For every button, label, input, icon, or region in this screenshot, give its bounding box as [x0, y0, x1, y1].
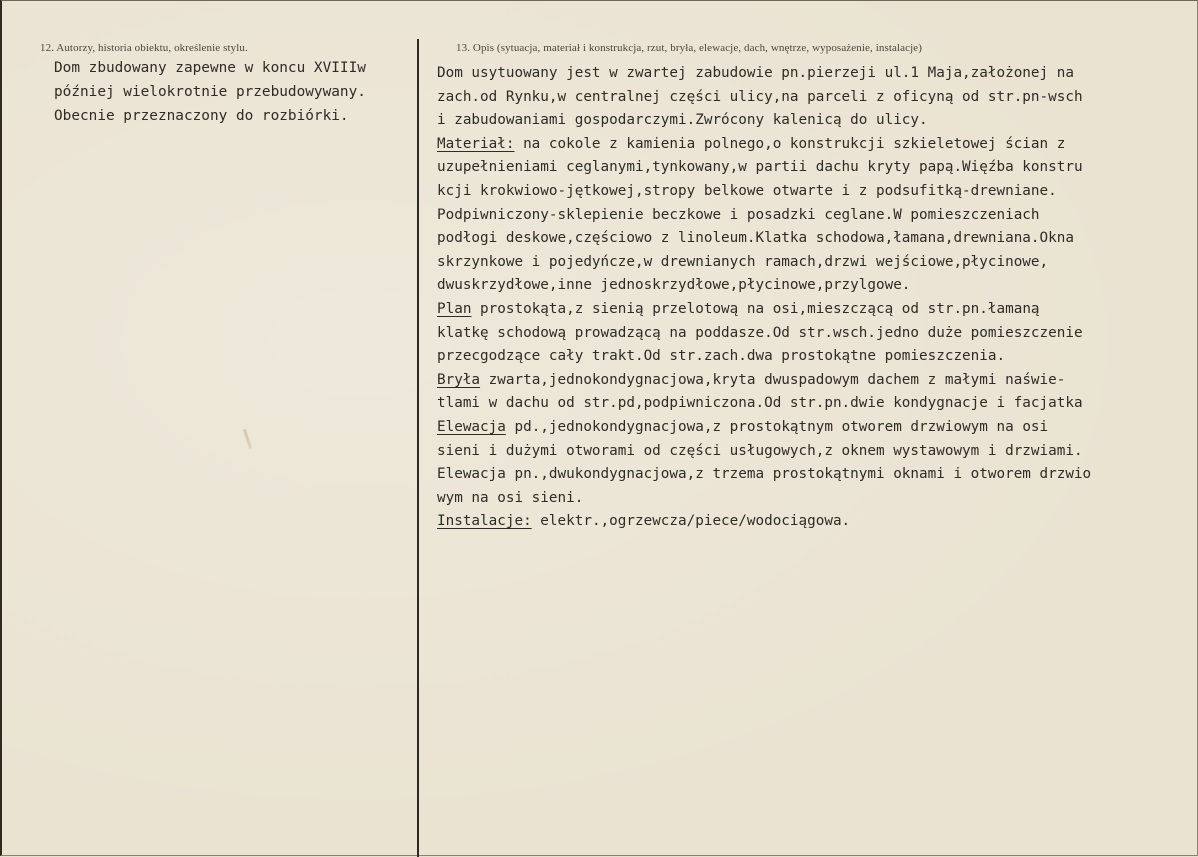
description-line: Dom usytuowany jest w zwartej zabudowie pn.pierzeji ul.1 Maja,założonej na	[437, 65, 1074, 81]
description-line: tlami w dachu od str.pd,podpiwniczona.Od str.pn.dwie kondygnacje i facjatka	[437, 395, 1083, 412]
elevation-label: Elewacja	[437, 418, 506, 435]
history-line: później wielokrotnie przebudowywany.	[54, 84, 366, 100]
description-line: uzupełnieniami ceglanymi,tynkowany,w partii dachu kryty papą.Więźba konstru	[437, 159, 1083, 176]
section-12-header: 12. Autorzy, historia obiektu, określenie stylu.	[40, 42, 248, 54]
bryla-label: Bryła	[437, 371, 481, 388]
paper-crease	[243, 429, 252, 449]
plan-line: Plan prostokąta,z sienią przelotową na osi,mieszczącą od str.pn.łamaną	[437, 300, 1040, 317]
history-line: Dom zbudowany zapewne w koncu XVIIIw	[54, 60, 366, 76]
elevation-line: Elewacja pd.,jednokondygnacjowa,z prostokątnym otworem drzwiowym na osi	[437, 418, 1049, 435]
section-13-header: 13. Opis (sytuacja, materiał i konstrukcja, rzut, bryła, elewacje, dach, wnętrze, wyposażenie, instalacje)	[456, 42, 922, 54]
column-divider	[417, 39, 419, 857]
installations-label: Instalacje:	[437, 513, 532, 530]
description-line: Elewacja pn.,dwukondygnacjowa,z trzema prostokątnymi oknami i otworem drzwio	[437, 466, 1092, 483]
material-line: Materiał: na cokole z kamienia polnego,o konstrukcji szkieletowej ścian z	[437, 135, 1066, 152]
description-line: klatkę schodową prowadzącą na poddasze.Od str.wsch.jedno duże pomieszczenie	[437, 324, 1083, 341]
history-text	[54, 56, 366, 128]
material-label: Materiał:	[437, 135, 515, 152]
description-line: sieni i dużymi otworami od części usługowych,z oknem wystawowym i drzwiami.	[437, 442, 1083, 459]
description-line: zach.od Rynku,w centralnej części ulicy,na parceli z oficyną od str.pn-wsch	[437, 88, 1083, 105]
description-line: Podpiwniczony-sklepienie beczkowe i posadzki ceglane.W pomieszczeniach	[437, 206, 1040, 223]
description-line: skrzynkowe i pojedyńcze,w drewnianych ramach,drzwi wejściowe,płycinowe,	[437, 253, 1049, 270]
history-line: Obecnie przeznaczony do rozbiórki.	[54, 108, 349, 124]
description-line: i zabudowaniami gospodarczymi.Zwrócony kalenicą do ulicy.	[437, 112, 928, 129]
description-line: kcji krokwiowo-jętkowej,stropy belkowe otwarte i z podsufitką-drewniane.	[437, 182, 1057, 199]
description-text	[437, 62, 1091, 534]
bryla-line: Bryła zwarta,jednokondygnacjowa,kryta dwuspadowym dachem z małymi naświe-	[437, 371, 1066, 388]
description-line: podłogi deskowe,częściowo z linoleum.Klatka schodowa,łamana,drewniana.Okna	[437, 230, 1074, 247]
description-line: przecgodzące cały trakt.Od str.zach.dwa prostokątne pomieszczenia.	[437, 348, 1006, 365]
installations-line: Instalacje: elektr.,ogrzewcza/piece/wodociągowa.	[437, 513, 851, 530]
description-line: dwuskrzydłowe,inne jednoskrzydłowe,płycinowe,przylgowe.	[437, 277, 911, 294]
description-line: wym na osi sieni.	[437, 489, 584, 506]
plan-label: Plan	[437, 300, 472, 317]
